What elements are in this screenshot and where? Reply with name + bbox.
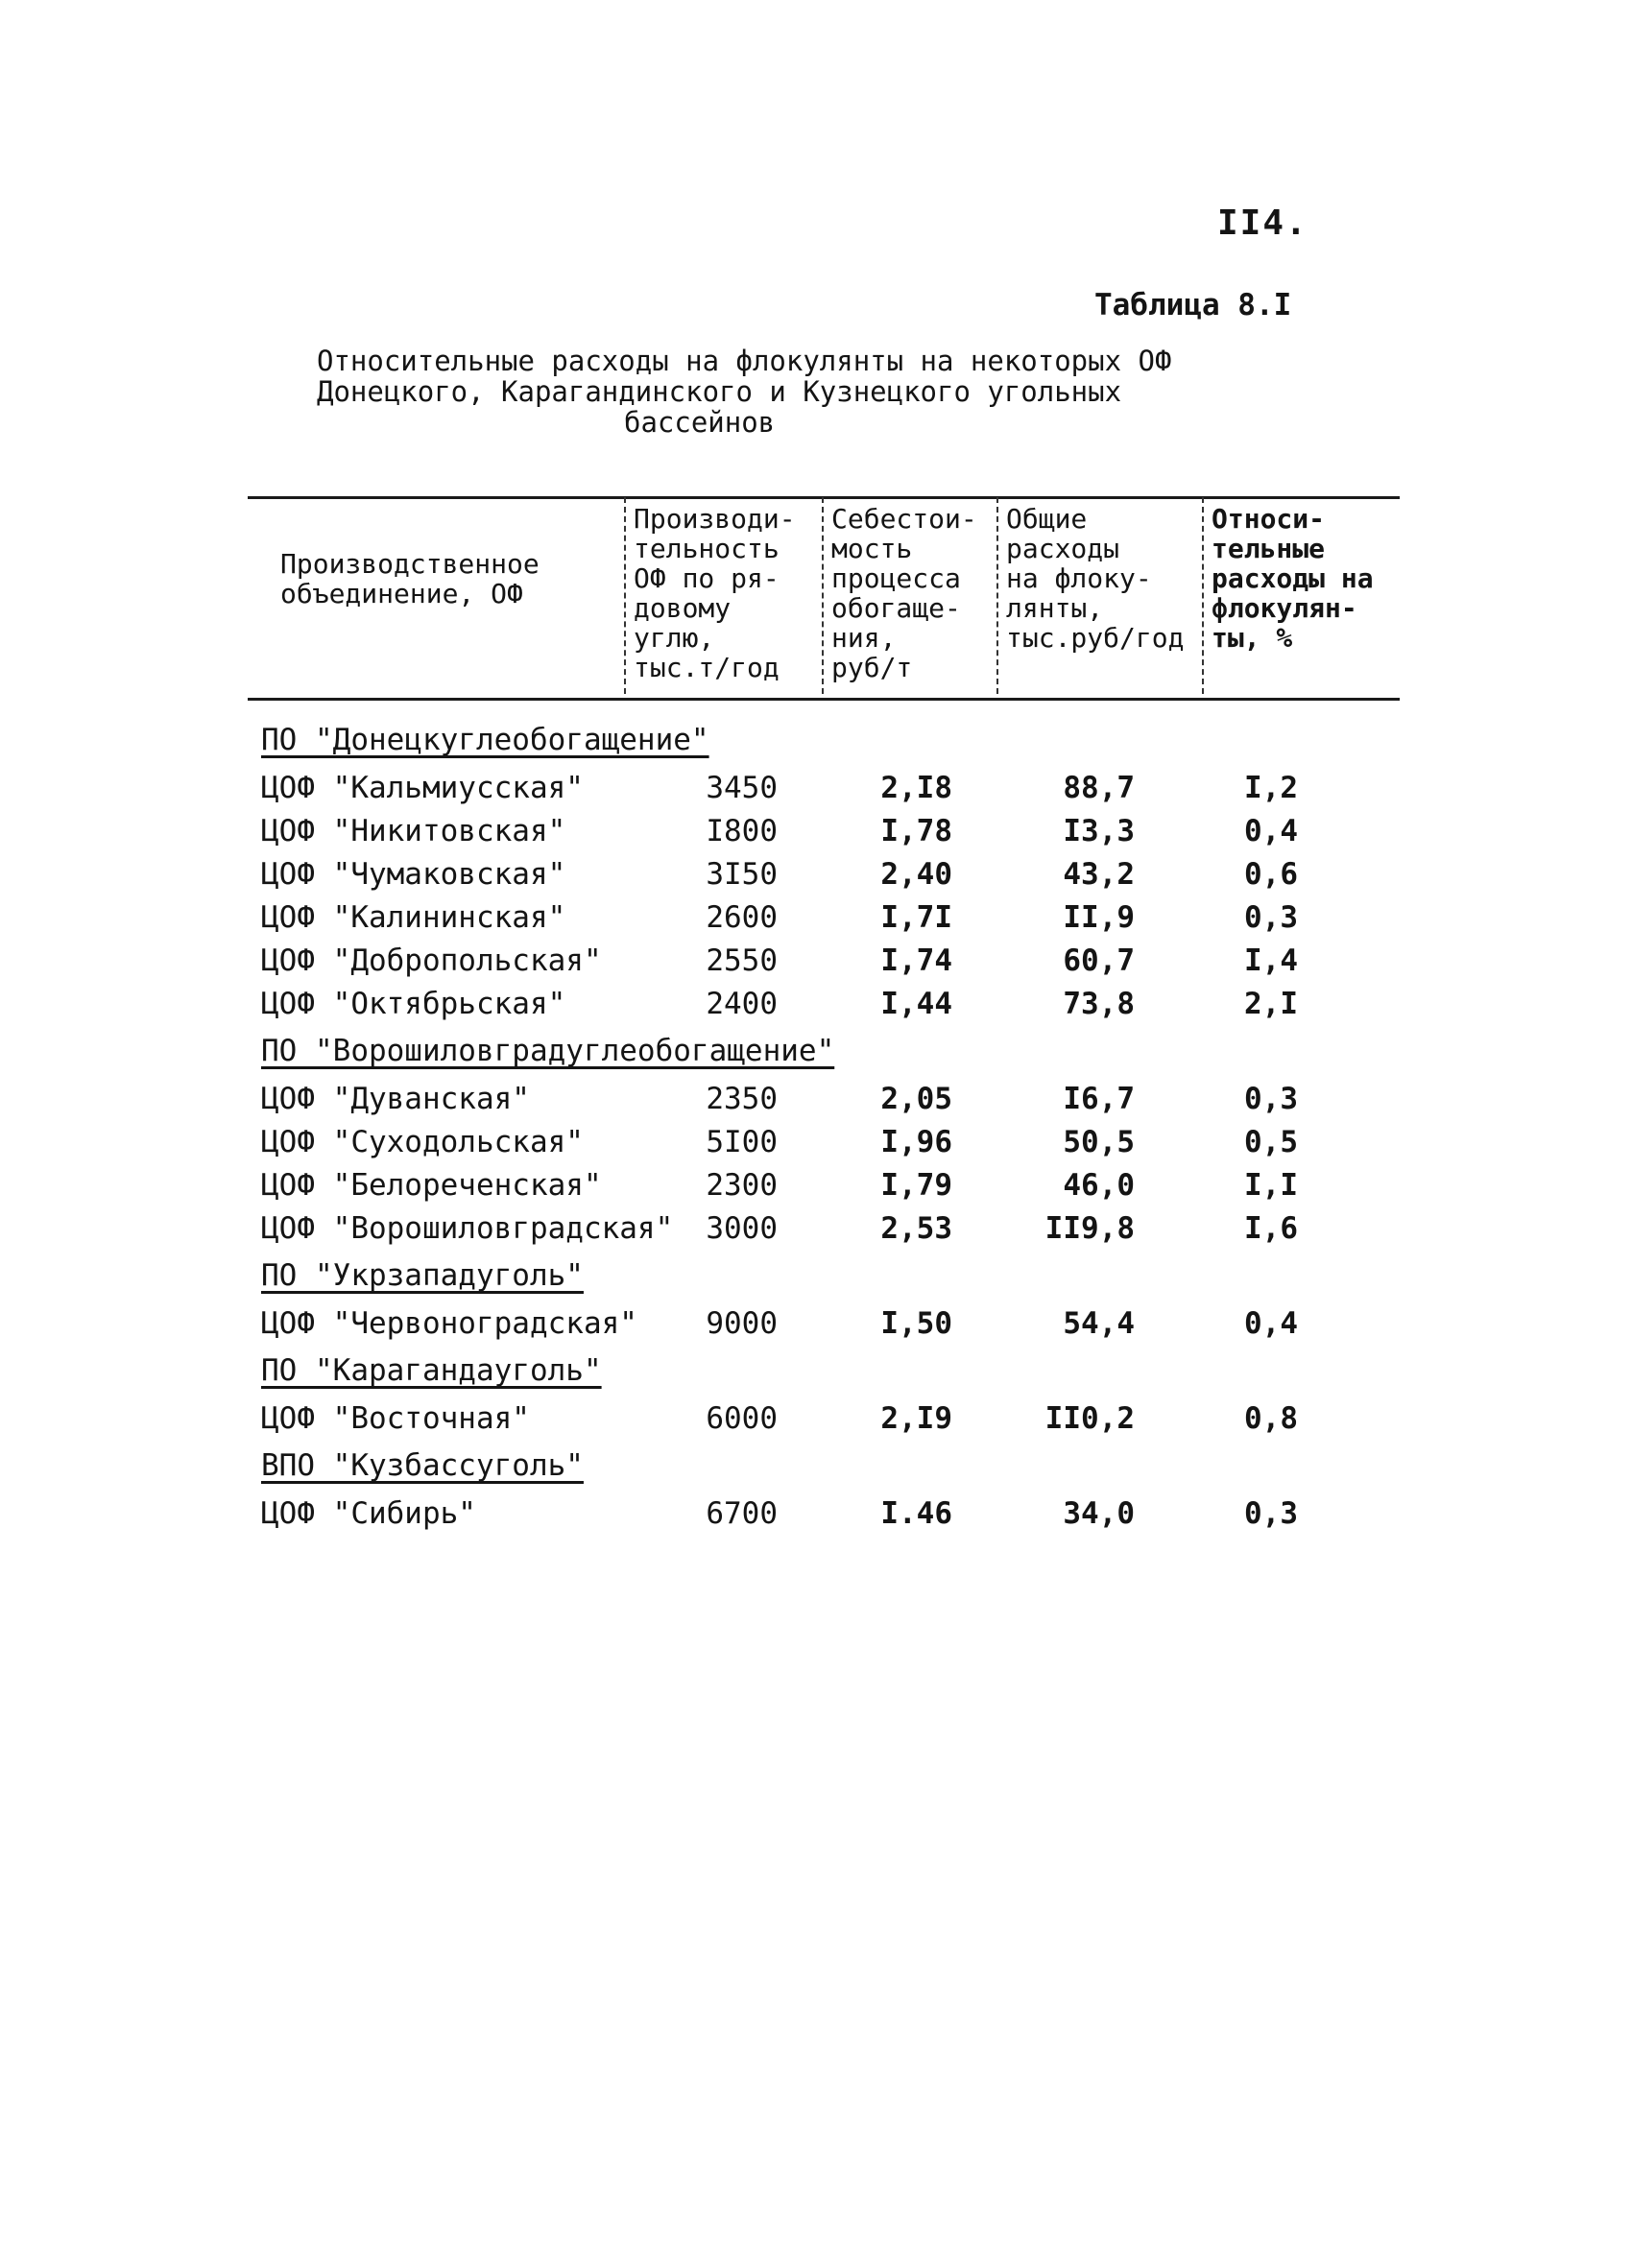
- capacity-value: 5I00: [706, 1125, 778, 1159]
- capacity-value: 3000: [706, 1211, 778, 1246]
- expenses-value: 46,0: [1063, 1168, 1135, 1203]
- cost-value: I,96: [880, 1125, 952, 1159]
- plant-name: ЦОФ "Червоноградская": [261, 1306, 637, 1341]
- table-header-rule: [248, 698, 1400, 701]
- table-row: [261, 1164, 1413, 1207]
- relative-value: 0,4: [1244, 814, 1298, 848]
- cost-value: I,7I: [880, 900, 952, 935]
- header-organization: Производственное объединение, ОФ: [280, 548, 540, 609]
- column-separator: [624, 497, 626, 694]
- expenses-value: I6,7: [1063, 1082, 1135, 1116]
- plant-name: ЦОФ "Чумаковская": [261, 857, 566, 892]
- group-title-text: ПО "Ворошиловградуглеобогащение": [261, 1034, 835, 1068]
- group-title: [261, 1349, 1413, 1392]
- table-row: [261, 767, 1413, 810]
- plant-name: ЦОФ "Сибирь": [261, 1496, 476, 1531]
- page-number: II4.: [1217, 203, 1308, 243]
- header-relative: Относи- тельные расходы на флокулян- ты, %: [1212, 503, 1374, 654]
- cost-value: I,79: [880, 1168, 952, 1203]
- relative-value: 0,3: [1244, 1082, 1298, 1116]
- cost-value: 2,40: [880, 857, 952, 892]
- table-row: [261, 1397, 1413, 1441]
- table-top-rule: [248, 496, 1400, 499]
- relative-value: 0,6: [1244, 857, 1298, 892]
- group-title: [261, 1444, 1413, 1487]
- plant-name: ЦОФ "Калининская": [261, 900, 566, 935]
- table-row: [261, 940, 1413, 983]
- cost-value: 2,53: [880, 1211, 952, 1246]
- relative-value: I,4: [1244, 943, 1298, 978]
- table-row: [261, 1302, 1413, 1346]
- plant-name: ЦОФ "Никитовская": [261, 814, 566, 848]
- capacity-value: 2350: [706, 1082, 778, 1116]
- plant-name: ЦОФ "Кальмиусская": [261, 771, 584, 805]
- expenses-value: II,9: [1063, 900, 1135, 935]
- plant-name: ЦОФ "Ворошиловградская": [261, 1211, 674, 1246]
- capacity-value: 9000: [706, 1306, 778, 1341]
- cost-value: I,74: [880, 943, 952, 978]
- cost-value: I,44: [880, 987, 952, 1021]
- plant-name: ЦОФ "Белореченская": [261, 1168, 602, 1203]
- caption-line: бассейнов: [624, 406, 776, 439]
- capacity-value: 3I50: [706, 857, 778, 892]
- plant-name: ЦОФ "Октябрьская": [261, 987, 566, 1021]
- table-row: [261, 896, 1413, 940]
- header-expenses: Общие расходы на флоку- лянты, тыс.руб/год: [1006, 503, 1185, 654]
- table-body: [261, 715, 1413, 1536]
- relative-value: I,6: [1244, 1211, 1298, 1246]
- group-title: [261, 1030, 1413, 1072]
- plant-name: ЦОФ "Добропольская": [261, 943, 602, 978]
- caption-line: Относительные расходы на флокулянты на некоторых ОФ: [317, 345, 1172, 377]
- table-label: Таблица 8.I: [1094, 288, 1292, 322]
- relative-value: 0,4: [1244, 1306, 1298, 1341]
- plant-name: ЦОФ "Дуванская": [261, 1082, 530, 1116]
- capacity-value: 2400: [706, 987, 778, 1021]
- group-title: [261, 1254, 1413, 1297]
- capacity-value: I800: [706, 814, 778, 848]
- cost-value: 2,I9: [880, 1401, 952, 1436]
- table-caption: [317, 346, 1277, 438]
- caption-line: Донецкого, Карагандинского и Кузнецкого угольных: [317, 375, 1122, 408]
- table-row: [261, 810, 1413, 853]
- table-row: [261, 853, 1413, 896]
- cost-value: I,78: [880, 814, 952, 848]
- expenses-value: II0,2: [1044, 1401, 1135, 1436]
- cost-value: I.46: [880, 1496, 952, 1531]
- group-title-text: ПО "Карагандауголь": [261, 1353, 602, 1388]
- expenses-value: II9,8: [1044, 1211, 1135, 1246]
- capacity-value: 2550: [706, 943, 778, 978]
- table-row: [261, 983, 1413, 1026]
- relative-value: I,I: [1244, 1168, 1298, 1203]
- expenses-value: 73,8: [1063, 987, 1135, 1021]
- table-row: [261, 1492, 1413, 1536]
- expenses-value: 43,2: [1063, 857, 1135, 892]
- relative-value: I,2: [1244, 771, 1298, 805]
- relative-value: 2,I: [1244, 987, 1298, 1021]
- relative-value: 0,5: [1244, 1125, 1298, 1159]
- expenses-value: 54,4: [1063, 1306, 1135, 1341]
- cost-value: 2,05: [880, 1082, 952, 1116]
- relative-value: 0,8: [1244, 1401, 1298, 1436]
- header-capacity: Производи- тельность ОФ по ря- довому углю, тыс.т/год: [634, 503, 796, 683]
- cost-value: 2,I8: [880, 771, 952, 805]
- table-row: [261, 1121, 1413, 1164]
- expenses-value: 88,7: [1063, 771, 1135, 805]
- cost-value: I,50: [880, 1306, 952, 1341]
- plant-name: ЦОФ "Восточная": [261, 1401, 530, 1436]
- table-row: [261, 1207, 1413, 1251]
- capacity-value: 6700: [706, 1496, 778, 1531]
- relative-value: 0,3: [1244, 900, 1298, 935]
- plant-name: ЦОФ "Суходольская": [261, 1125, 584, 1159]
- capacity-value: 3450: [706, 771, 778, 805]
- expenses-value: 50,5: [1063, 1125, 1135, 1159]
- group-title-text: ВПО "Кузбассуголь": [261, 1448, 584, 1483]
- capacity-value: 2600: [706, 900, 778, 935]
- group-title-text: ПО "Донецкуглеобогащение": [261, 723, 709, 757]
- table-row: [261, 1078, 1413, 1121]
- group-title: [261, 719, 1413, 761]
- capacity-value: 2300: [706, 1168, 778, 1203]
- relative-value: 0,3: [1244, 1496, 1298, 1531]
- header-cost: Себестои- мость процесса обогаще- ния, руб/т: [831, 503, 977, 683]
- capacity-value: 6000: [706, 1401, 778, 1436]
- expenses-value: 60,7: [1063, 943, 1135, 978]
- expenses-value: 34,0: [1063, 1496, 1135, 1531]
- expenses-value: I3,3: [1063, 814, 1135, 848]
- group-title-text: ПО "Укрзападуголь": [261, 1258, 584, 1293]
